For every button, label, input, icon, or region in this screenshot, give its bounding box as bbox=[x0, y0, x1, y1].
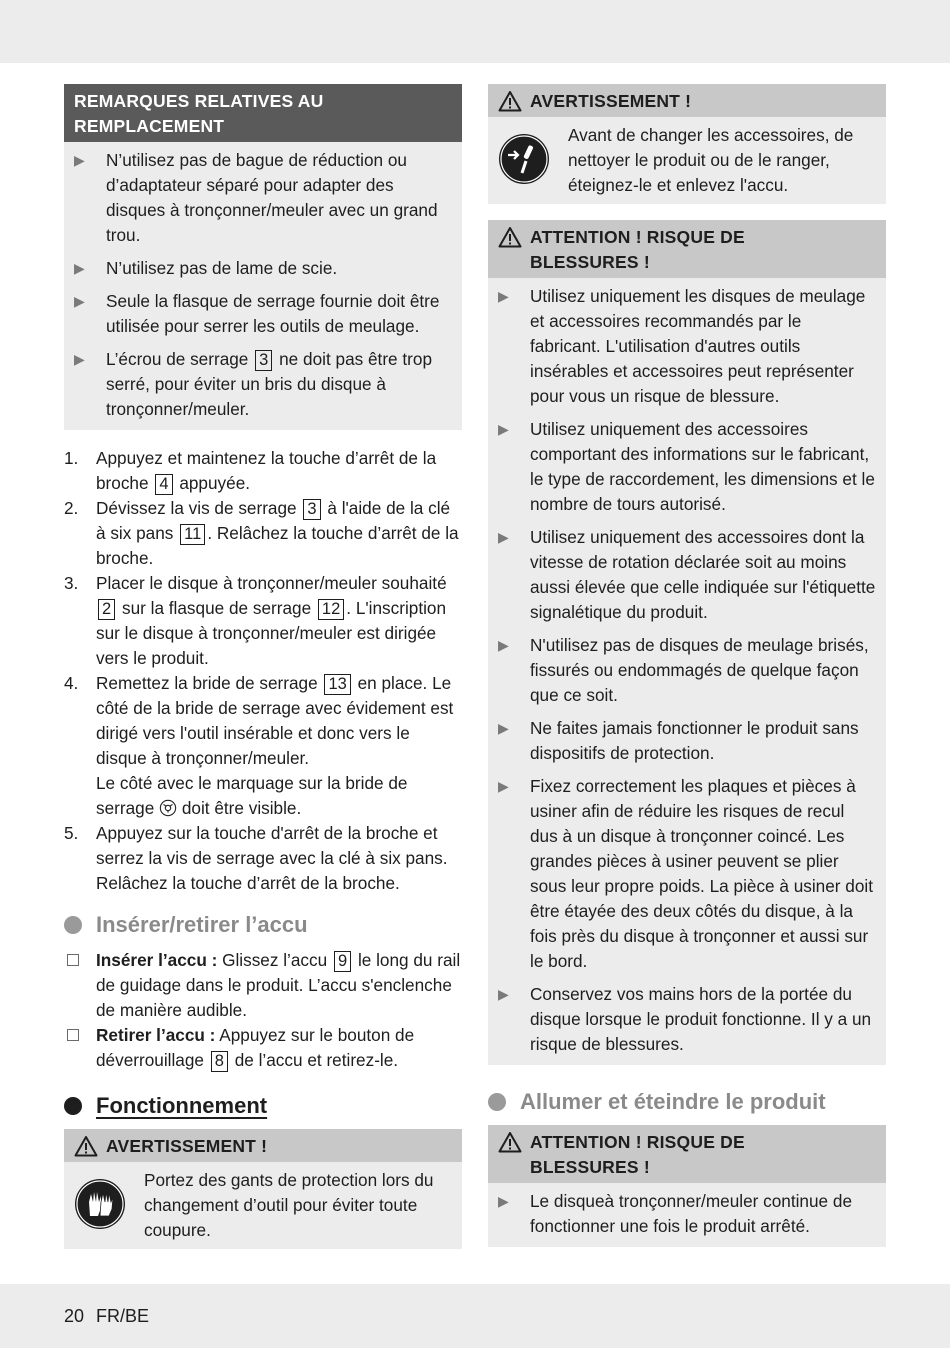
list-item: ▶ N’utilisez pas de lame de scie. bbox=[74, 256, 452, 281]
part-ref: 2 bbox=[98, 599, 115, 620]
bullet-dot-icon bbox=[64, 916, 82, 934]
disconnect-power-icon bbox=[496, 133, 552, 185]
triangle-bullet-icon: ▶ bbox=[498, 1193, 509, 1209]
list-item: ▶ Utilisez uniquement des accessoires comportant des informations sur le fabricant, le type de raccordement, les dimensions et le nombre de tours autorisé. bbox=[498, 417, 876, 517]
attention-title: ATTENTION ! RISQUE DE BLESSURES ! bbox=[530, 1132, 745, 1177]
step-item: 5. Appuyez sur la touche d'arrêt de la broche et serrez la vis de serrage avec la clé à six pans. Relâchez la touche d’arrêt de la broche. bbox=[64, 823, 448, 893]
triangle-bullet-icon: ▶ bbox=[74, 260, 85, 276]
triangle-bullet-icon: ▶ bbox=[498, 637, 509, 653]
bullet-dot-icon bbox=[64, 1097, 82, 1115]
list-item: ▶ Le disqueà tronçonner/meuler continue de fonctionner une fois le produit arrêté. bbox=[498, 1189, 876, 1239]
checkbox-square-icon bbox=[64, 1023, 96, 1073]
warning-text: Avant de changer les accessoires, de nettoyer le produit ou de le ranger, éteignez-le et enlevez l'accu. bbox=[568, 125, 854, 195]
step-item: 1. Appuyez et maintenez la touche d’arrêt de la broche 4 appuyée. bbox=[64, 448, 437, 493]
list-item: ▶ Ne faites jamais fonctionner le produit sans dispositifs de protection. bbox=[498, 716, 876, 766]
attention-title: ATTENTION ! RISQUE DE BLESSURES ! bbox=[530, 227, 745, 272]
flange-marking-icon bbox=[159, 799, 177, 817]
part-ref: 4 bbox=[155, 474, 172, 495]
triangle-bullet-icon: ▶ bbox=[498, 778, 509, 794]
triangle-bullet-icon: ▶ bbox=[74, 293, 85, 309]
triangle-bullet-icon: ▶ bbox=[498, 421, 509, 437]
language-code: FR/BE bbox=[96, 1306, 150, 1326]
step-item: 4. Remettez la bride de serrage 13 en place. Le côté de la bride de serrage avec évidement est dirigé vers l'outil insérable et donc vers le disque à tronçonner/meuler. Le côté avec le marquage sur la bride de serrage doit être visible. bbox=[64, 673, 454, 818]
list-item: ▶ Conservez vos mains hors de la portée du disque lorsque le produit fonctionne. Il y a un risque de blessures. bbox=[498, 982, 876, 1057]
top-band bbox=[0, 0, 950, 63]
triangle-bullet-icon: ▶ bbox=[74, 152, 85, 168]
remarks-box bbox=[64, 84, 462, 430]
part-ref: 8 bbox=[211, 1051, 228, 1072]
list-item: ▶ Seule la flasque de serrage fournie doit être utilisée pour serrer les outils de meulage. bbox=[74, 289, 452, 339]
list-item: ▶ Utilisez uniquement des accessoires dont la vitesse de rotation déclarée soit au moins aussi élevée que celle indiquée sur l'étiquette signalétique du produit. bbox=[498, 525, 876, 625]
list-item: ▶ N'utilisez pas de disques de meulage brisés, fissurés ou endommagés de quelque façon que ce soit. bbox=[498, 633, 876, 708]
list-item: ▶ Utilisez uniquement les disques de meulage et accessoires recommandés par le fabricant. L'utilisation d'autres outils insérables et accessoires peut représenter pour vous un risque de blessure. bbox=[498, 284, 876, 409]
list-item: ▶ N’utilisez pas de bague de réduction ou d’adaptateur séparé pour adapter des disques à tronçonner/meuler avec un grand trou. bbox=[74, 148, 452, 248]
triangle-bullet-icon: ▶ bbox=[74, 351, 85, 367]
section-heading-on-off: Allumer et éteindre le produit bbox=[488, 1087, 886, 1117]
page-footer bbox=[64, 1304, 161, 1328]
part-ref: 9 bbox=[334, 951, 351, 972]
list-item: Retirer l’accu : Appuyez sur le bouton de déverrouillage 8 de l’accu et retirez-le. bbox=[64, 1023, 462, 1073]
gloves-warning-box bbox=[64, 1129, 462, 1249]
gloves-icon bbox=[72, 1178, 128, 1230]
list-item: Insérer l’accu : Glissez l’accu 9 le long du rail de guidage dans le produit. L’accu s'enclenche de manière audible. bbox=[64, 948, 462, 1023]
warning-title: AVERTISSEMENT ! bbox=[106, 1136, 268, 1156]
list-item: ▶ L’écrou de serrage 3 ne doit pas être trop serré, pour éviter un bris du disque à tronçonner/meuler. bbox=[74, 347, 452, 422]
replacement-steps bbox=[64, 446, 462, 896]
battery-warning-box bbox=[488, 84, 886, 204]
section-heading-accu: Insérer/retirer l’accu bbox=[64, 910, 462, 940]
warning-triangle-icon bbox=[498, 90, 522, 112]
injury-attention-box bbox=[488, 220, 886, 1065]
warning-title: AVERTISSEMENT ! bbox=[530, 91, 692, 111]
bullet-dot-icon bbox=[488, 1093, 506, 1111]
triangle-bullet-icon: ▶ bbox=[498, 529, 509, 545]
part-ref: 11 bbox=[180, 524, 205, 545]
warning-text: Portez des gants de protection lors du changement d’outil pour éviter toute coupure. bbox=[144, 1170, 434, 1240]
section-heading-operation: Fonctionnement bbox=[64, 1091, 462, 1121]
triangle-bullet-icon: ▶ bbox=[498, 720, 509, 736]
warning-triangle-icon bbox=[498, 226, 522, 248]
step-item: 2. Dévissez la vis de serrage 3 à l'aide de la clé à six pans 11 . Relâchez la touche d’arrêt de la broche. bbox=[64, 498, 459, 568]
left-column bbox=[64, 84, 462, 1265]
warning-triangle-icon bbox=[74, 1135, 98, 1157]
right-column bbox=[488, 84, 886, 1263]
list-item: ▶ Fixez correctement les plaques et pièces à usiner afin de réduire les risques de recul dus à un disque à tronçonner coincé. Les grandes pièces à usiner peuvent se plier sous leur propre poids. La pièce à usiner doit être étayée des deux côtés du disque, à la fois près du disque à tronçonner et aussi sur le bord. bbox=[498, 774, 876, 974]
triangle-bullet-icon: ▶ bbox=[498, 288, 509, 304]
remarks-title: REMARQUES RELATIVES AU REMPLACEMENT bbox=[64, 84, 462, 142]
warning-triangle-icon bbox=[498, 1131, 522, 1153]
part-ref: 3 bbox=[255, 350, 272, 371]
part-ref: 13 bbox=[324, 674, 350, 695]
part-ref: 3 bbox=[303, 499, 320, 520]
part-ref: 12 bbox=[318, 599, 344, 620]
page-number: 20 bbox=[64, 1306, 85, 1326]
triangle-bullet-icon: ▶ bbox=[498, 986, 509, 1002]
checkbox-square-icon bbox=[64, 948, 96, 1023]
on-off-attention-box bbox=[488, 1125, 886, 1247]
step-item: 3. Placer le disque à tronçonner/meuler souhaité 2 sur la flasque de serrage 12 . L'inscription sur le disque à tronçonner/meuler est dirigée vers le produit. bbox=[64, 573, 447, 668]
